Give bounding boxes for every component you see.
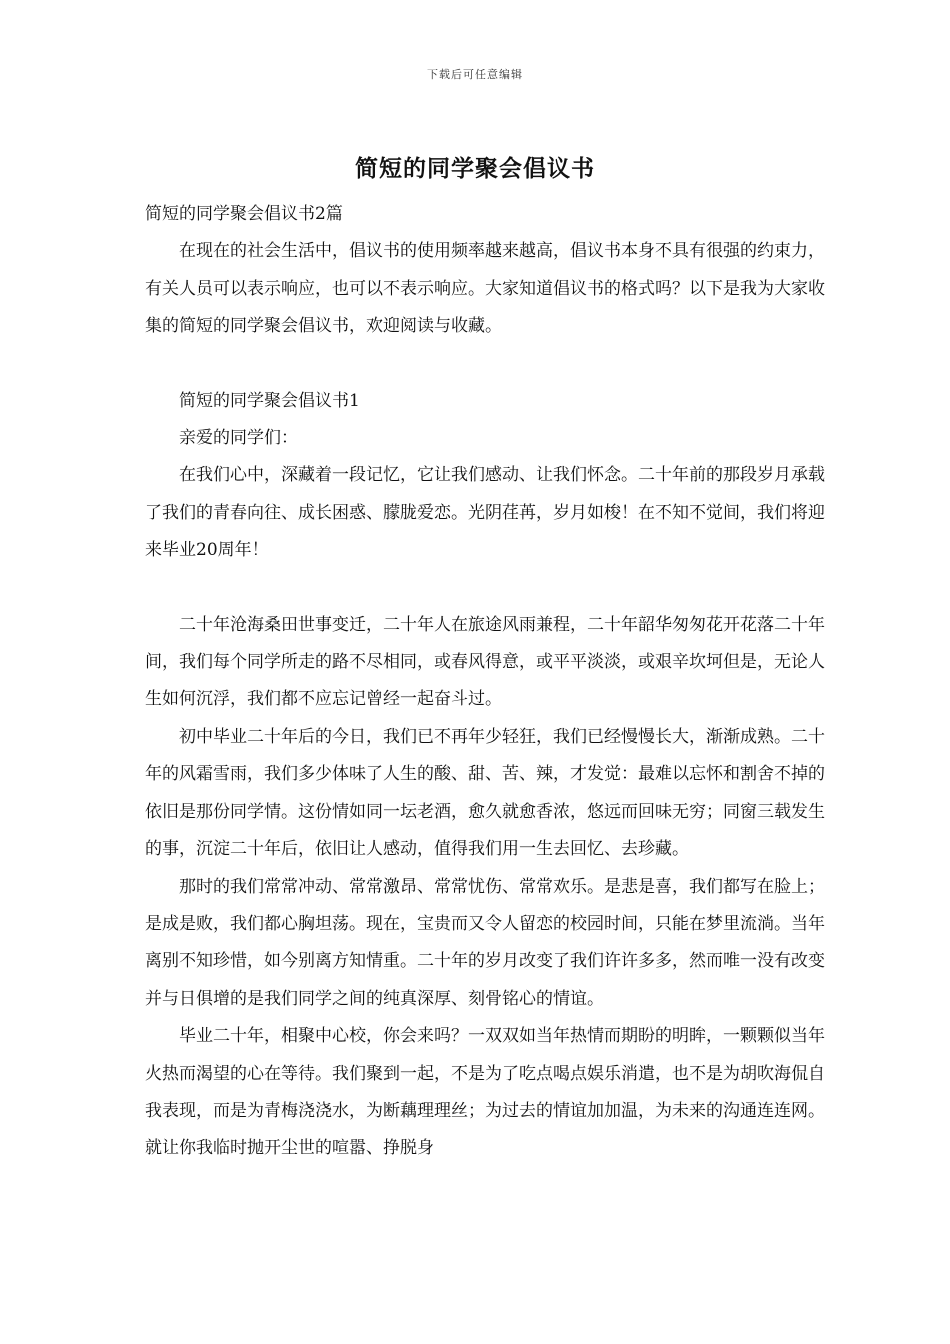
intro-paragraph: 在现在的社会生活中，倡议书的使用频率越来越高，倡议书本身不具有很强的约束力，有关人员可以表示响应，也可以不表示响应。大家知道倡议书的格式吗？以下是我为大家收集的简短的同学聚会倡议书，欢迎阅读与收藏。 — [145, 241, 825, 337]
body-paragraph: 二十年沧海桑田世事变迁，二十年人在旅途风雨兼程，二十年韶华匆匆花开花落二十年间，我们每个同学所走的路不尽相同，或春风得意，或平平淡淡，或艰辛坎坷但是，无论人生如何沉浮，我们都不应忘记曾经一起奋斗过。 — [145, 614, 825, 710]
document-title: 简短的同学聚会倡议书 — [355, 155, 595, 182]
subtitle-line: 简短的同学聚会倡议书2篇 — [145, 204, 343, 224]
body-paragraph: 那时的我们常常冲动、常常激昂、常常忧伤、常常欢乐。是悲是喜，我们都写在脸上；是成是败，我们都心胸坦荡。现在，宝贵而又令人留恋的校园时间，只能在梦里流淌。当年离别不知珍惜，如今别离方知情重。二十年的岁月改变了我们许许多多，然而唯一没有改变并与日俱增的是我们同学之间的纯真深厚、刻骨铭心的情谊。 — [145, 876, 825, 1009]
section-heading: 简短的同学聚会倡议书1 — [179, 390, 360, 411]
body-paragraph: 初中毕业二十年后的今日，我们已不再年少轻狂，我们已经慢慢长大，渐渐成熟。二十年的风霜雪雨，我们多少体味了人生的酸、甜、苦、辣，才发觉：最难以忘怀和割舍不掉的依旧是那份同学情。这份情如同一坛老酒，愈久就愈香浓，悠远而回味无穷；同窗三载发生的事，沉淀二十年后，依旧让人感动，值得我们用一生去回忆、去珍藏。 — [145, 726, 825, 860]
blank-line — [145, 346, 825, 383]
blank-line — [145, 570, 825, 607]
salutation: 亲爱的同学们： — [179, 428, 298, 449]
header-note: 下载后可任意编辑 — [427, 68, 523, 81]
document-body — [145, 196, 825, 1168]
body-paragraph: 毕业二十年，相聚中心校，你会来吗？一双双如当年热情而期盼的明眸，一颗颗似当年火热而渴望的心在等待。我们聚到一起，不是为了吃点喝点娱乐消遣，也不是为胡吹海侃自我表现，而是为青梅浇浇水，为断藕理理丝；为过去的情谊加加温，为未来的沟通连连网。就让你我临时抛开尘世的喧嚣、挣脱身 — [145, 1026, 825, 1159]
body-paragraph: 在我们心中，深藏着一段记忆，它让我们感动、让我们怀念。二十年前的那段岁月承载了我们的青春向往、成长困惑、朦胧爱恋。光阴荏苒，岁月如梭！在不知不觉间，我们将迎来毕业20周年！ — [145, 465, 825, 561]
